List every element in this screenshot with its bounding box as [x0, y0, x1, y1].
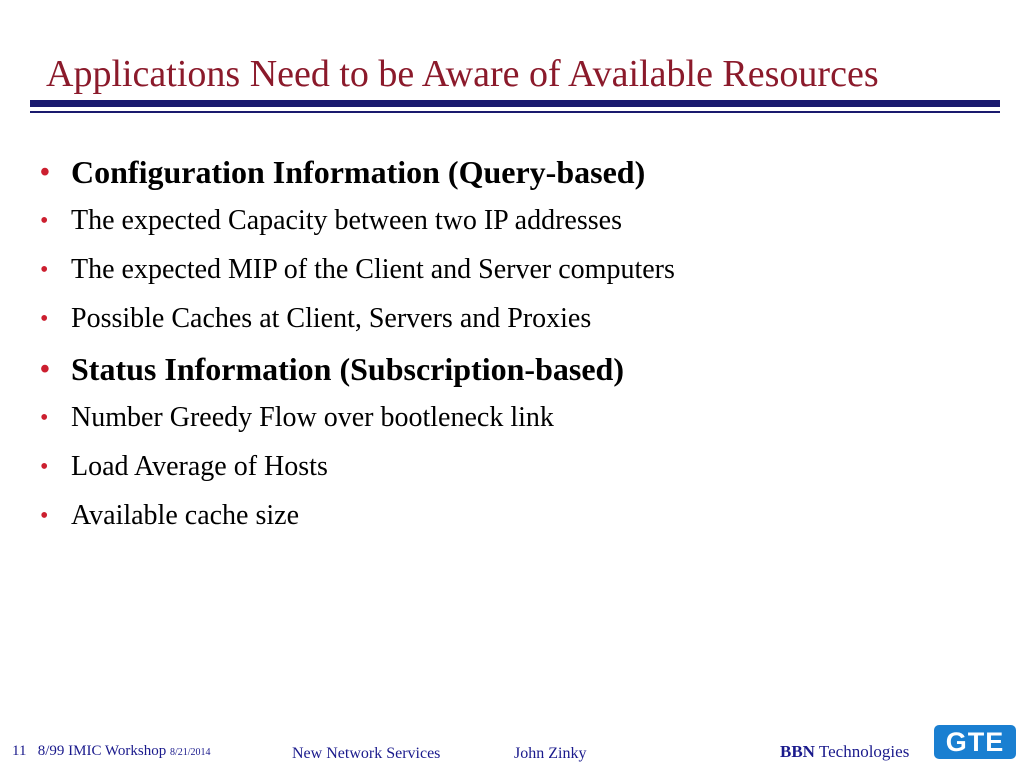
bullet-icon: •: [40, 257, 49, 283]
bullet-text: Available cache size: [71, 500, 300, 531]
bullet-text: Status Information (Subscription-based): [71, 351, 624, 387]
bullet-item-status-information: [40, 345, 980, 393]
bullet-icon: •: [40, 306, 49, 332]
gte-logo-text: GTE: [945, 727, 1005, 757]
footer-section: New Network Services: [292, 745, 441, 762]
bullet-item-configuration-information: [40, 148, 980, 196]
bullet-item-expected-mip: [40, 245, 980, 294]
bullet-item-greedy-flow: [40, 393, 980, 442]
bullet-icon: •: [40, 503, 49, 529]
bullet-item-possible-caches: [40, 294, 980, 343]
bullet-text: Possible Caches at Client, Servers and Proxies: [71, 303, 592, 334]
bullet-icon: •: [40, 405, 49, 431]
bullet-text: The expected MIP of the Client and Server computers: [71, 254, 675, 285]
bullet-item-expected-capacity: [40, 196, 980, 245]
bullet-list: [40, 148, 980, 540]
bullet-item-cache-size: [40, 491, 980, 540]
bullet-text: Load Average of Hosts: [71, 451, 328, 482]
footer-author: John Zinky: [514, 745, 587, 762]
brand-bbn: BBN: [780, 742, 815, 761]
bullet-text: Number Greedy Flow over bootleneck link: [71, 402, 554, 433]
bullet-icon: •: [40, 157, 50, 188]
footer-date: 8/21/2014: [169, 747, 211, 758]
footer-left: [12, 738, 211, 764]
page-number: 11: [12, 743, 27, 759]
slide-title: Applications Need to be Aware of Available Resources: [46, 53, 879, 95]
bullet-icon: •: [40, 354, 50, 385]
bullet-icon: •: [40, 454, 49, 480]
bullet-item-load-average: [40, 442, 980, 491]
title-rule-thick: [30, 100, 1000, 107]
gte-logo: [934, 725, 1016, 759]
bullet-text: The expected Capacity between two IP addresses: [71, 205, 622, 236]
footer-brand: [780, 740, 909, 766]
title-rule-thin: [30, 111, 1000, 113]
footer-event: 8/99 IMIC Workshop: [37, 743, 167, 759]
bullet-icon: •: [40, 208, 49, 234]
brand-technologies: Technologies: [818, 742, 910, 761]
bullet-text: Configuration Information (Query-based): [71, 154, 646, 190]
